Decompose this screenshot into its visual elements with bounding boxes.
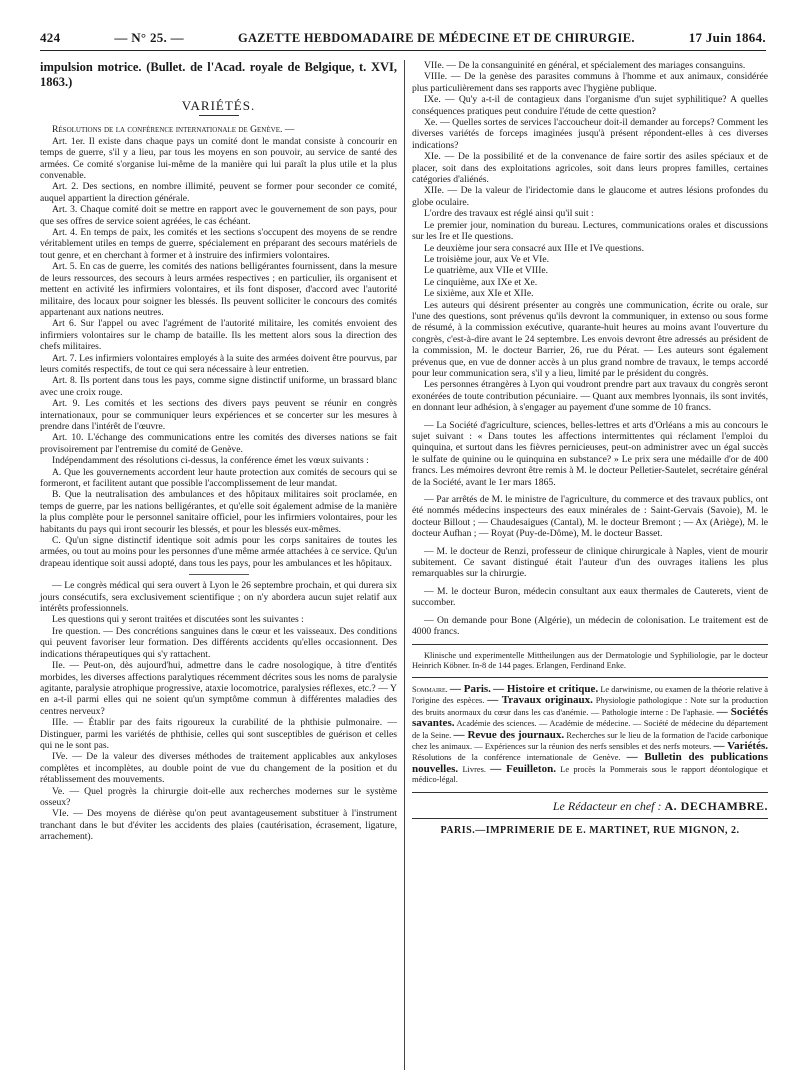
right-column	[412, 60, 768, 836]
sommaire-societes-text: Académie des sciences. — Académie de médecine. — Société de médecine du département de la Seine.	[412, 719, 768, 740]
separator	[412, 792, 768, 793]
article-item: Art. 2. Des sections, en nombre illimité, peuvent se former pour seconder ce comité, auquel appartient la direction générale.	[40, 181, 397, 204]
arretes-paragraph: — Par arrêtés de M. le ministre de l'agriculture, du commerce et des travaux publics, ont été nommés médecins inspecteurs des eaux minérales de : Saint-Gervais (Savoie), M. le docteur Billout ; — Chaudesaigues (Cantal), M. le docteur Bremont ; — Ax (Ariège), M. le docteur Aufhan ; — Royat (Puy-de-Dôme), M. le docteur Basset.	[412, 494, 768, 540]
question-item: Ire question. — Des concrétions sanguines dans le cœur et les vaisseaux. Des conditions qui peuvent favoriser leur formation. Des différents accidents qu'elles occasionnent. Des indications thérapeutiques qui s'y rattachent.	[40, 625, 397, 660]
redacteur-name: A. DECHAMBRE.	[664, 798, 768, 813]
sommaire-feuilleton-text: Le procès la Pommerais sous le rapport déontologique et médico-légal.	[412, 764, 768, 785]
ordre-item: Le premier jour, nomination du bureau. Lectures, communications orales et discussions sur les Ire et IIe questions.	[412, 219, 768, 243]
question-item: VIIe. — De la consanguinité en général, et spécialement des mariages consanguins.	[424, 60, 746, 71]
article-item: Art. 5. En cas de guerre, les comités des nations belligérantes fournissent, dans la mesure de leurs ressources, des secours à leurs armées respectives ; en particulier, ils organisent et mettent en activité les infirmiers volontaires, et ils font disposer, d'accord avec l'autorité militaire, des locaux pour soigner les blessés. Ils peuvent solliciter le concours des comités appartenant aux nations neutres.	[40, 261, 397, 318]
ordre-item: Le quatrième, aux VIIe et VIIIe.	[424, 265, 549, 277]
header-rule	[40, 50, 766, 51]
voeu-item: B. Que la neutralisation des ambulances et des hôpitaux militaires soit proclamée, en temps de guerre, par les nations belligérantes, et qu'elle soit également admise de la manière la plus complète pour le personnel sanitaire officiel, pour les infirmiers volontaires, pour les habitants du pays qui iront secourir les blessés, et pour les blessés eux-mêmes.	[40, 489, 397, 535]
sommaire-revue-text: Recherches sur le lieu de la formation de l'acide carbonique chez les animaux. — Expériences sur la réunion des nerfs sensibles et des nerfs moteurs.	[412, 730, 769, 751]
voeux-intro: Indépendamment des résolutions ci-dessus, la conférence émet les vœux suivants :	[52, 455, 369, 467]
article-item: Art. 9. Les comités et les sections des divers pays peuvent se réunir en congrès internationaux, pour se communiquer leurs expériences et se concerter sur les mesures à prendre dans l'intérêt de l'œuvre.	[40, 398, 397, 432]
bibliography-entry: Klinische und experimentelle Mittheilungen aus der Dermatologie und Syphiliologie, par le docteur Heinrich Köbner. In-8 de 144 pages. Erlangen, Ferdinand Enke.	[412, 650, 768, 670]
ordre-item: Le troisième jour, aux Ve et VIe.	[424, 253, 550, 265]
voeu-item: A. Que les gouvernements accordent leur haute protection aux comités de secours qui se formeront, et facilitent autant que possible l'accomplissement de leur mandat.	[40, 466, 397, 489]
article-item: Art. 4. En temps de paix, les comités et les sections s'occupent des moyens de se rendre véritablement utiles en temps de guerre, spécialement en préparant des secours matériels de tout genre, et en cherchant à former et à instruire des infirmiers volontaires.	[40, 227, 397, 261]
sommaire-histoire-text: Le darwinisme, ou examen de la théorie relative à l'origine des espèces.	[412, 684, 768, 706]
articles-list	[40, 136, 397, 455]
ordre-intro: L'ordre des travaux est réglé ainsi qu'il suit :	[424, 208, 594, 220]
ordre-item: Le deuxième jour sera consacré aux IIIe et IVe questions.	[424, 242, 645, 254]
continuation-text: impulsion motrice. (Bullet. de l'Acad. royale de Belgique, t. XVI, 1863.)	[40, 60, 397, 89]
redacteur-label: Le Rédacteur en chef :	[552, 798, 662, 813]
separator	[412, 644, 768, 645]
orleans-paragraph: — La Société d'agriculture, sciences, belles-lettres et arts d'Orléans a mis au concours le sujet suivant : « Dans toutes les affections intermittentes qui réclament l'emploi du quinquina, et surtout dans les fièvres pernicieuses, peut-on administrer avec un égal succès le sulfate de quinine ou le quinquina en substance? » Le prix sera une médaille d'or de 400 francs. Les mémoires devront être remis à M. le docteur Pelletier-Sautelet, secrétaire général de la Société, avant le 1er mars 1865.	[412, 419, 768, 488]
journal-title: GAZETTE HEBDOMADAIRE DE MÉDECINE ET DE CHIRURGIE.	[237, 31, 635, 45]
column-divider	[404, 60, 405, 1070]
article-item: Art. 8. Ils portent dans tous les pays, comme signe distinctif uniforme, un brassard blanc avec une croix rouge.	[40, 375, 397, 398]
redacteur-line	[412, 798, 768, 813]
question-item: VIe. — Des moyens de diérèse qu'on peut avantageusement substituer à l'instrument tranchant dans le but d'éviter les accidents des plaies (cautérisation, écrasement, ligature, arrachement).	[40, 808, 397, 843]
questions-intro: Les questions qui y seront traitées et discutées sont les suivantes :	[52, 614, 304, 626]
sommaire	[412, 684, 768, 786]
article-item: Art 6. Sur l'appel ou avec l'agrément de l'autorité militaire, les comités envoient des infirmiers volontaires sur le champ de bataille. Ils les mettent alors sous la direction des chefs militaires.	[40, 318, 397, 353]
sommaire-societes: — Sociétés savantes.	[412, 705, 769, 730]
issue-date: 17 Juin 1864.	[688, 30, 766, 45]
issue-number: — N° 25. —	[114, 30, 184, 45]
sommaire-feuilleton: — Feuilleton.	[490, 762, 556, 775]
sommaire-varietes-text: Résolutions de la conférence internationale de Genève.	[412, 753, 621, 763]
article-item: Art. 1er. Il existe dans chaque pays un comité dont le mandat consiste à concourir en temps de guerre, s'il y a lieu, par tous les moyens en son pouvoir, au service de santé des armées. Ce comité s'organise lui-même de la manière qui lui paraît la plus utile et la plus convenable.	[40, 135, 397, 182]
article-item: Art. 3. Chaque comité doit se mettre en rapport avec le gouvernement de son pays, pour que ses offres de service soient agréées, le cas échéant.	[40, 204, 397, 227]
question-item: VIIIe. — De la genèse des parasites communs à l'homme et aux animaux, considérée plus particulièrement dans ses rapports avec l'hygiène publique.	[412, 71, 768, 94]
question-item: IIe. — Peut-on, dès aujourd'hui, admettre dans le cadre nosologique, à titre d'entités morbides, les diverses affections paralytiques récemment décrites sous les noms de paralysie agitante, paralysie atrophique progressive, ataxie locomotrice, paralysies réflexes, etc.? — Y en a-t-il parmi elles qui ne soient qu'un symptôme commun à différentes maladies des centres nerveux?	[40, 660, 397, 717]
sommaire-paris: — Paris.	[449, 682, 491, 695]
etrangeres-paragraph: Les personnes étrangères à Lyon qui voudront prendre part aux travaux du congrès seront exonérées de toute contribution pécuniaire. — Quant aux membres lyonnais, ils sont invités, en donnant leur adhésion, à s'engager au payement d'une somme de 10 francs.	[412, 379, 768, 414]
ordre-item: Le cinquième, aux IXe et Xe.	[424, 276, 538, 288]
question-item: IXe. — Qu'y a-t-il de contagieux dans l'organisme d'un sujet syphilitique? A quelles conséquences pratiques peut conduire l'étude de cette question?	[412, 94, 768, 117]
question-item: XIIe. — De la valeur de l'iridectomie dans le glaucome et autres lésions profondes du globe oculaire.	[412, 185, 768, 208]
question-item: Ve. — Quel progrès la chirurgie doit-elle aux recherches modernes sur le système osseux?	[40, 785, 397, 808]
ordre-item: Le sixième, aux XIe et XIIe.	[424, 288, 534, 300]
section-rule	[199, 115, 239, 116]
sommaire-bulletin-text: Livres.	[462, 764, 486, 774]
separator	[412, 818, 768, 819]
separator	[189, 574, 249, 575]
sommaire-travaux-text: Physiologie pathologique : Note sur la production des bruits anormaux du cœur dans les cas d'anémie. — Pathologie interne : De l'aphasie.	[412, 696, 769, 717]
resolutions-title: Résolutions de la conférence internationale de Genève. —	[52, 124, 295, 136]
sommaire-histoire: — Histoire et critique.	[493, 682, 599, 695]
auteurs-paragraph: Les auteurs qui désirent présenter au congrès une communication, écrite ou orale, sur l'une des questions, sont prévenus qu'ils devront la communiquer, in extenso ou sous forme de résumé, à la commission exécutive, quarante-huit heures au moins avant l'ouverture du congrès, c'est-à-dire avant le 24 septembre. Les envois devront être adressés au président de la commission, M. le docteur Barrier, 26, rue du Pérat. — Les auteurs sont également prévenus que, en vue de donner accès à un plus grand nombre de travaux, le temps accordé pour leur communication sera, s'il y a lieu, limité par le président du congrès.	[412, 299, 768, 379]
question-item: Xe. — Quelles sortes de services l'accoucheur doit-il demander au forceps? Comment les diverses variétés de forceps imaginées jusqu'à présent répondent-elles à ces diverses indications?	[412, 117, 768, 151]
article-item: Art. 7. Les infirmiers volontaires employés à la suite des armées doivent être pourvus, par leurs comités respectifs, de tout ce qui sera nécessaire à leur entretien.	[40, 352, 398, 375]
question-item: IVe. — De la valeur des diverses méthodes de traitement applicables aux ankyloses complètes et incomplètes, au double point de vue du changement de la position et du rétablissement des mouvements.	[40, 751, 397, 786]
sommaire-bulletin: — Bulletin des publications nouvelles.	[412, 751, 768, 775]
sommaire-revue: — Revue des journaux.	[453, 728, 565, 741]
article-item: Art. 10. L'échange des communications entre les comités des diverses nations se fait provisoirement par l'entremise du comité de Genève.	[40, 432, 397, 455]
left-column	[40, 60, 397, 843]
page-number: 424	[40, 30, 61, 45]
bone-paragraph: — On demande pour Bone (Algérie), un médecin de colonisation. Le traitement est de 4000 francs.	[412, 614, 768, 638]
renzi-paragraph: — M. le docteur de Renzi, professeur de clinique chirurgicale à Naples, vient de mourir subitement. Ce savant distingué était l'auteur d'un des ouvrages italiens les plus remarquables sur la chirurgie.	[412, 545, 768, 580]
question-item: XIe. — De la possibilité et de la convenance de faire sortir des asiles spéciaux et de placer, soit dans des exploitations agricoles, soit dans leurs propres familles, certaines catégories d'aliénés.	[412, 151, 768, 186]
separator	[412, 677, 768, 678]
voeu-item: C. Qu'un signe distinctif identique soit admis pour les corps sanitaires de toutes les armées, ou tout au moins pour les personnes d'une même armée attachées à ce service. Qu'un drapeau identique soit aussi adopté, dans tous les pays, pour les ambulances et les hôpitaux.	[40, 535, 397, 569]
section-title: VARIÉTÉS.	[181, 98, 256, 113]
question-item: IIIe. — Établir par des faits rigoureux la curabilité de la phthisie pulmonaire. — Distinguer, parmi les variétés de phthisie, celles qui sont susceptibles de guérison et celles qui ne le sont pas.	[40, 717, 397, 751]
congres-intro: — Le congrès médical qui sera ouvert à Lyon le 26 septembre prochain, et qui durera six jours consécutifs, sera exclusivement scientifique ; on n'y abordera aucun sujet relatif aux intérêts professionnels.	[40, 580, 397, 615]
page-header	[40, 30, 766, 52]
sommaire-travaux: — Travaux originaux.	[487, 694, 593, 707]
buron-paragraph: — M. le docteur Buron, médecin consultant aux eaux thermales de Cauterets, vient de succomber.	[412, 585, 768, 609]
sommaire-label: Sommaire.	[412, 684, 448, 694]
imprimerie-line: PARIS.—IMPRIMERIE DE E. MARTINET, RUE MIGNON, 2.	[440, 824, 740, 836]
sommaire-varietes: — Variétés.	[713, 739, 769, 752]
